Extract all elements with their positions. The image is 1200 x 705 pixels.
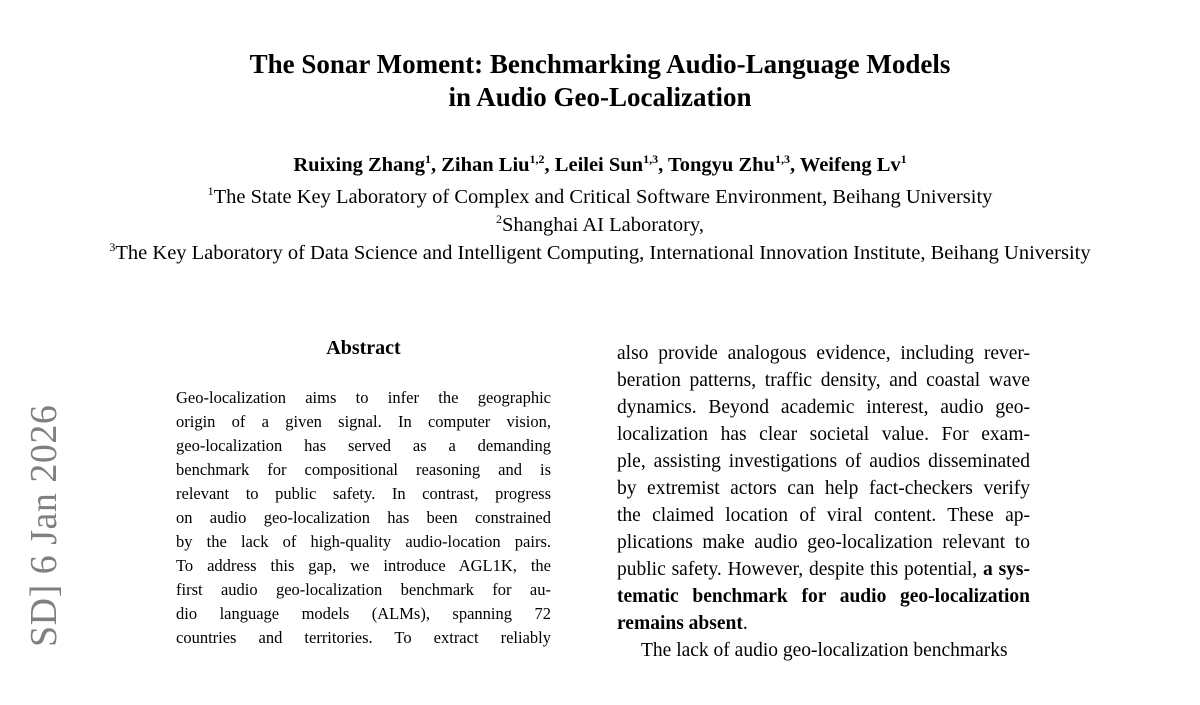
body-line: dynamics. Beyond academic interest, audio geo-	[617, 397, 1030, 418]
abstract-line: relevant to public safety. In contrast, progress	[176, 484, 551, 503]
author: Leilei Sun$^{1,3}$,	[554, 152, 668, 176]
author-list	[0, 152, 1200, 178]
body-line: tematic benchmark for audio geo-localization	[617, 586, 1030, 607]
abstract-line: on audio geo-localization has been constrained	[176, 508, 551, 527]
author: Weifeng Lv$^1$	[799, 152, 907, 176]
abstract-line: countries and territories. To extract reliably	[176, 628, 551, 647]
title-line-1: The Sonar Moment: Benchmarking Audio-Language Models	[249, 49, 951, 79]
paper-title	[0, 48, 1200, 114]
body-line: also provide analogous evidence, including rever-	[617, 343, 1030, 364]
body-line: the claimed location of viral content. These ap-	[617, 505, 1030, 526]
abstract-body	[176, 386, 551, 650]
abstract-line: benchmark for compositional reasoning and is	[176, 460, 551, 479]
body-line: remains absent.	[617, 613, 748, 634]
abstract-line: dio language models (ALMs), spanning 72	[176, 604, 551, 623]
abstract-heading: Abstract	[326, 337, 401, 359]
body-line: plications make audio geo-localization relevant to	[617, 532, 1030, 553]
body-line: The lack of audio geo-localization benchmarks	[641, 640, 1008, 661]
body-line: ple, assisting investigations of audios disseminated	[617, 451, 1030, 472]
abstract-line: by the lack of high-quality audio-location pairs.	[176, 532, 551, 551]
body-column-right	[617, 340, 1030, 664]
abstract-line: To address this gap, we introduce AGL1K, the	[176, 556, 551, 575]
body-line: localization has clear societal value. For exam-	[617, 424, 1030, 445]
affiliation-1: $^1$The State Key Laboratory of Complex and Critical Software Environment, Beihang University	[207, 184, 993, 208]
abstract-line: first audio geo-localization benchmark for au-	[176, 580, 551, 599]
affiliation-2: $^2$Shanghai AI Laboratory,	[496, 212, 704, 236]
author: Zihan Liu$^{1,2}$,	[441, 152, 555, 176]
abstract-line: origin of a given signal. In computer vision,	[176, 412, 551, 431]
title-line-2: in Audio Geo-Localization	[448, 82, 752, 112]
arxiv-stamp: SD] 6 Jan 2026	[23, 405, 65, 648]
abstract-line: Geo-localization aims to infer the geographic	[176, 388, 551, 407]
author: Tongyu Zhu$^{1,3}$,	[667, 152, 800, 176]
bold-emphasis: a sys-	[982, 559, 1030, 580]
body-line: public safety. However, despite this potential, a sys-	[617, 559, 1030, 580]
affiliation-3: $^3$The Key Laboratory of Data Science and Intelligent Computing, International Innovation Institute, Beihang University	[109, 240, 1091, 264]
body-line: by extremist actors can help fact-checkers verify	[617, 478, 1030, 499]
author: Ruixing Zhang$^1$,	[293, 152, 442, 176]
abstract-line: geo-localization has served as a demanding	[176, 436, 551, 455]
body-line: beration patterns, traffic density, and coastal wave	[617, 370, 1030, 391]
